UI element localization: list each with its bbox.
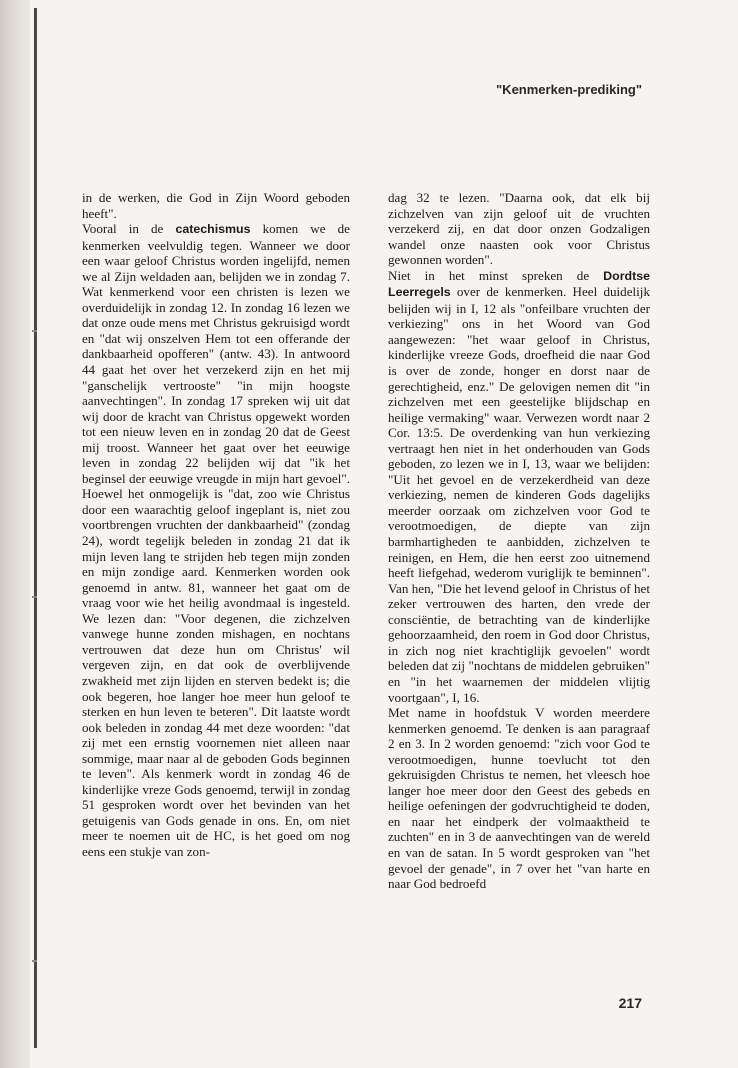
page-binding-shadow bbox=[0, 0, 30, 1068]
paragraph-text: Niet in het minst spreken de bbox=[388, 267, 604, 283]
right-column bbox=[388, 190, 650, 892]
paragraph-text: over de kenmerken. Heel duidelijk belijden wij in I, 12 als "onfeilbare vruchten der verkiezing" ons in het Woord van God aangewezen: "het waar geloof in Christus, kinderlijke vreeze Gods, droefheid die naar God is over de zonde, honger en dorst naar de gerechtigheid, enz." De gelovigen nemen dit "in zichzelven met een geestelijke blijdschap en heilige vermaking" waar. Verwezen wordt naar 2 Cor. 13:5. De overdenking van hun verkiezing vertraagt hen niet in het onderhouden van Gods geboden, zo lezen we in I, 13, waar we belijden: "Uit het gevoel en de verzekerdheid van deze verkiezing, nemen de kinderen Gods dagelijks meerder oorzaak om zichzelven voor God te verootmoedigen, de diepte van zijn barmhartigheden te aanbidden, zichzelven te reinigen, en Hem, die hen eerst zoo uitnemend heeft liefgehad, wederom vuriglijk te beminnen". Van hen, "Die het levend geloof in Christus of het zeker vertrouwen des harten, den vrede der consciëntie, de betrachting van de kinderlijke gehoorzaamheid, den roem in God door Christus, in zich nog niet krachtiglijk gevoelen" wordt beleden dat zij "nochtans de middelen gebruiken" en "in het waarnemen der middelen vlijtig voortgaan", I, 16. bbox=[388, 284, 650, 705]
paragraph-text: Vooral in de bbox=[82, 221, 176, 237]
paragraph: dag 32 te lezen. "Daarna ook, dat elk bij zichzelven van zijn geloof uit de vruchten verzekerd zij, en dat door onzen Godzaligen wandel onze naasten ook voor Christus gewonnen worden". bbox=[388, 190, 650, 268]
margin-mark bbox=[32, 596, 37, 598]
bold-term: catechismus bbox=[175, 222, 251, 237]
paragraph: Met name in hoofdstuk V worden meerdere kenmerken genoemd. Te denken is aan paragraaf 2 en 3. In 2 worden genoemd: "zich voor God te verootmoedigen, hunne toevlucht tot den gekruisigden Christus te nemen, het vleesch hoe langer hoe meer door den Geest des gebeds en heilige oefeningen der godvruchtigheid te doden, en naar het eindperk der volmaaktheid te zuchten" en in 3 de aanvechtingen van de wereld en van de satan. In 5 wordt gesproken van "het gevoel der genade", in 7 over het "van harte en naar God bedroefd bbox=[388, 705, 650, 892]
page-number: 217 bbox=[618, 995, 642, 1011]
margin-mark bbox=[32, 330, 37, 332]
bold-term: Dordtse Leerregels bbox=[388, 268, 650, 300]
running-head: "Kenmerken-prediking" bbox=[496, 82, 642, 97]
left-column bbox=[82, 190, 350, 860]
margin-mark bbox=[32, 960, 37, 962]
paragraph bbox=[388, 268, 650, 705]
paragraph-text: komen we de kenmerken veelvuldig tegen. Wanneer we door een waar geloof Christus worden ingelijfd, nemen we al Zijn weldaden aan, belijden we in zondag 7. Wat kenmerkend voor een christen is lezen we overduidelijk in zondag 12. In zondag 16 lezen we dat onze oude mens met Christus gekruisigd wordt en "dat wij onszelven Hem tot een offerande der dankbaarheid opofferen" (antw. 43). In antwoord 44 gaat het over het verzekerd zijn en het mij "ganschelijk vertrooste" "in mijn hoogste aanvechtingen". In zondag 17 spreken wij uit dat wij door de kracht van Christus opgewekt worden tot een nieuw leven en in zondag 20 dat de Geest mij troost. Wanneer het gaat over het eeuwige leven in zondag 22 belijden wij dat "ik het beginsel der eeuwige vreugde in mijn hart gevoel". Hoewel het onmogelijk is "dat, zoo wie Christus door een waarachtig geloof ingeplant is, niet zou voortbrengen vruchten der dankbaarheid" (zondag 24), wordt tegelijk beleden in zondag 21 dat ik mijn leven lang te strijden heb tegen mijn zonden en mijn zondige aard. Kenmerken worden ook genoemd in antw. 81, wanneer het gaat om de vraag voor wie het heilig avondmaal is ingesteld. We lezen dan: "Voor degenen, die zichzelven vanwege hunne zonden mishagen, en nochtans vertrouwen dat deze hun om Christus' wil vergeven zijn, en dat ook de overblijvende zwakheid met zijn lijden en sterven bedekt is; die ook begeren, hoe langer hoe meer hun geloof te sterken en hun leven te beteren". Dit laatste wordt ook beleden in zondag 44 met deze woorden: "dat zij met een ernstig voornemen niet alleen naar sommige, maar naar al de geboden Gods beginnen te leven". Als kenmerk wordt in zondag 46 de kinderlijke vreze Gods genoemd, terwijl in zondag 51 gesproken wordt over het bevinden van het getuigenis van Gods genade in ons. En, om niet meer te noemen uit de HC, is het goed om nog eens een stukje van zon- bbox=[82, 221, 350, 859]
paragraph: in de werken, die God in Zijn Woord geboden heeft". bbox=[82, 190, 350, 221]
paragraph bbox=[82, 221, 350, 859]
page-binding-edge bbox=[34, 8, 37, 1048]
